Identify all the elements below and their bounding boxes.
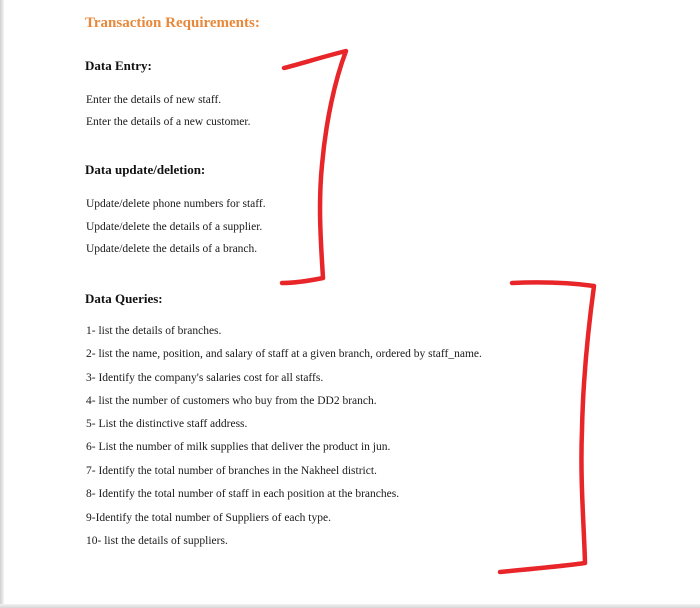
section-heading-data-update-deletion: Data update/deletion: [85,162,206,177]
list-item: Enter the details of a new customer. [86,116,251,128]
red-bracket-lower [500,282,594,572]
list-item: 5- List the distinctive staff address. [86,418,248,430]
section-heading-data-queries: Data Queries: [85,291,163,306]
list-item: Update/delete phone numbers for staff. [86,198,266,210]
list-item: 3- Identify the company's salaries cost for all staffs. [86,372,324,384]
list-item: 8- Identify the total number of staff in each position at the branches. [86,488,400,500]
list-item: 4- list the number of customers who buy from the DD2 branch. [86,395,377,407]
red-bracket-upper [282,51,346,283]
list-item: Update/delete the details of a branch. [86,243,258,255]
document-title: Transaction Requirements: [85,15,260,31]
list-item: 10- list the details of suppliers. [86,535,228,547]
section-heading-data-entry: Data Entry: [85,58,152,73]
list-item: Update/delete the details of a supplier. [86,221,263,233]
list-item: 2- list the name, position, and salary of staff at a given branch, ordered by staff_name. [86,348,482,360]
list-item: 9-Identify the total number of Suppliers of each type. [86,512,331,524]
list-item: 6- List the number of milk supplies that deliver the product in jun. [86,441,391,453]
list-item: Enter the details of new staff. [86,94,222,106]
list-item: 1- list the details of branches. [86,325,222,337]
list-item: 7- Identify the total number of branches in the Nakheel district. [86,465,377,477]
